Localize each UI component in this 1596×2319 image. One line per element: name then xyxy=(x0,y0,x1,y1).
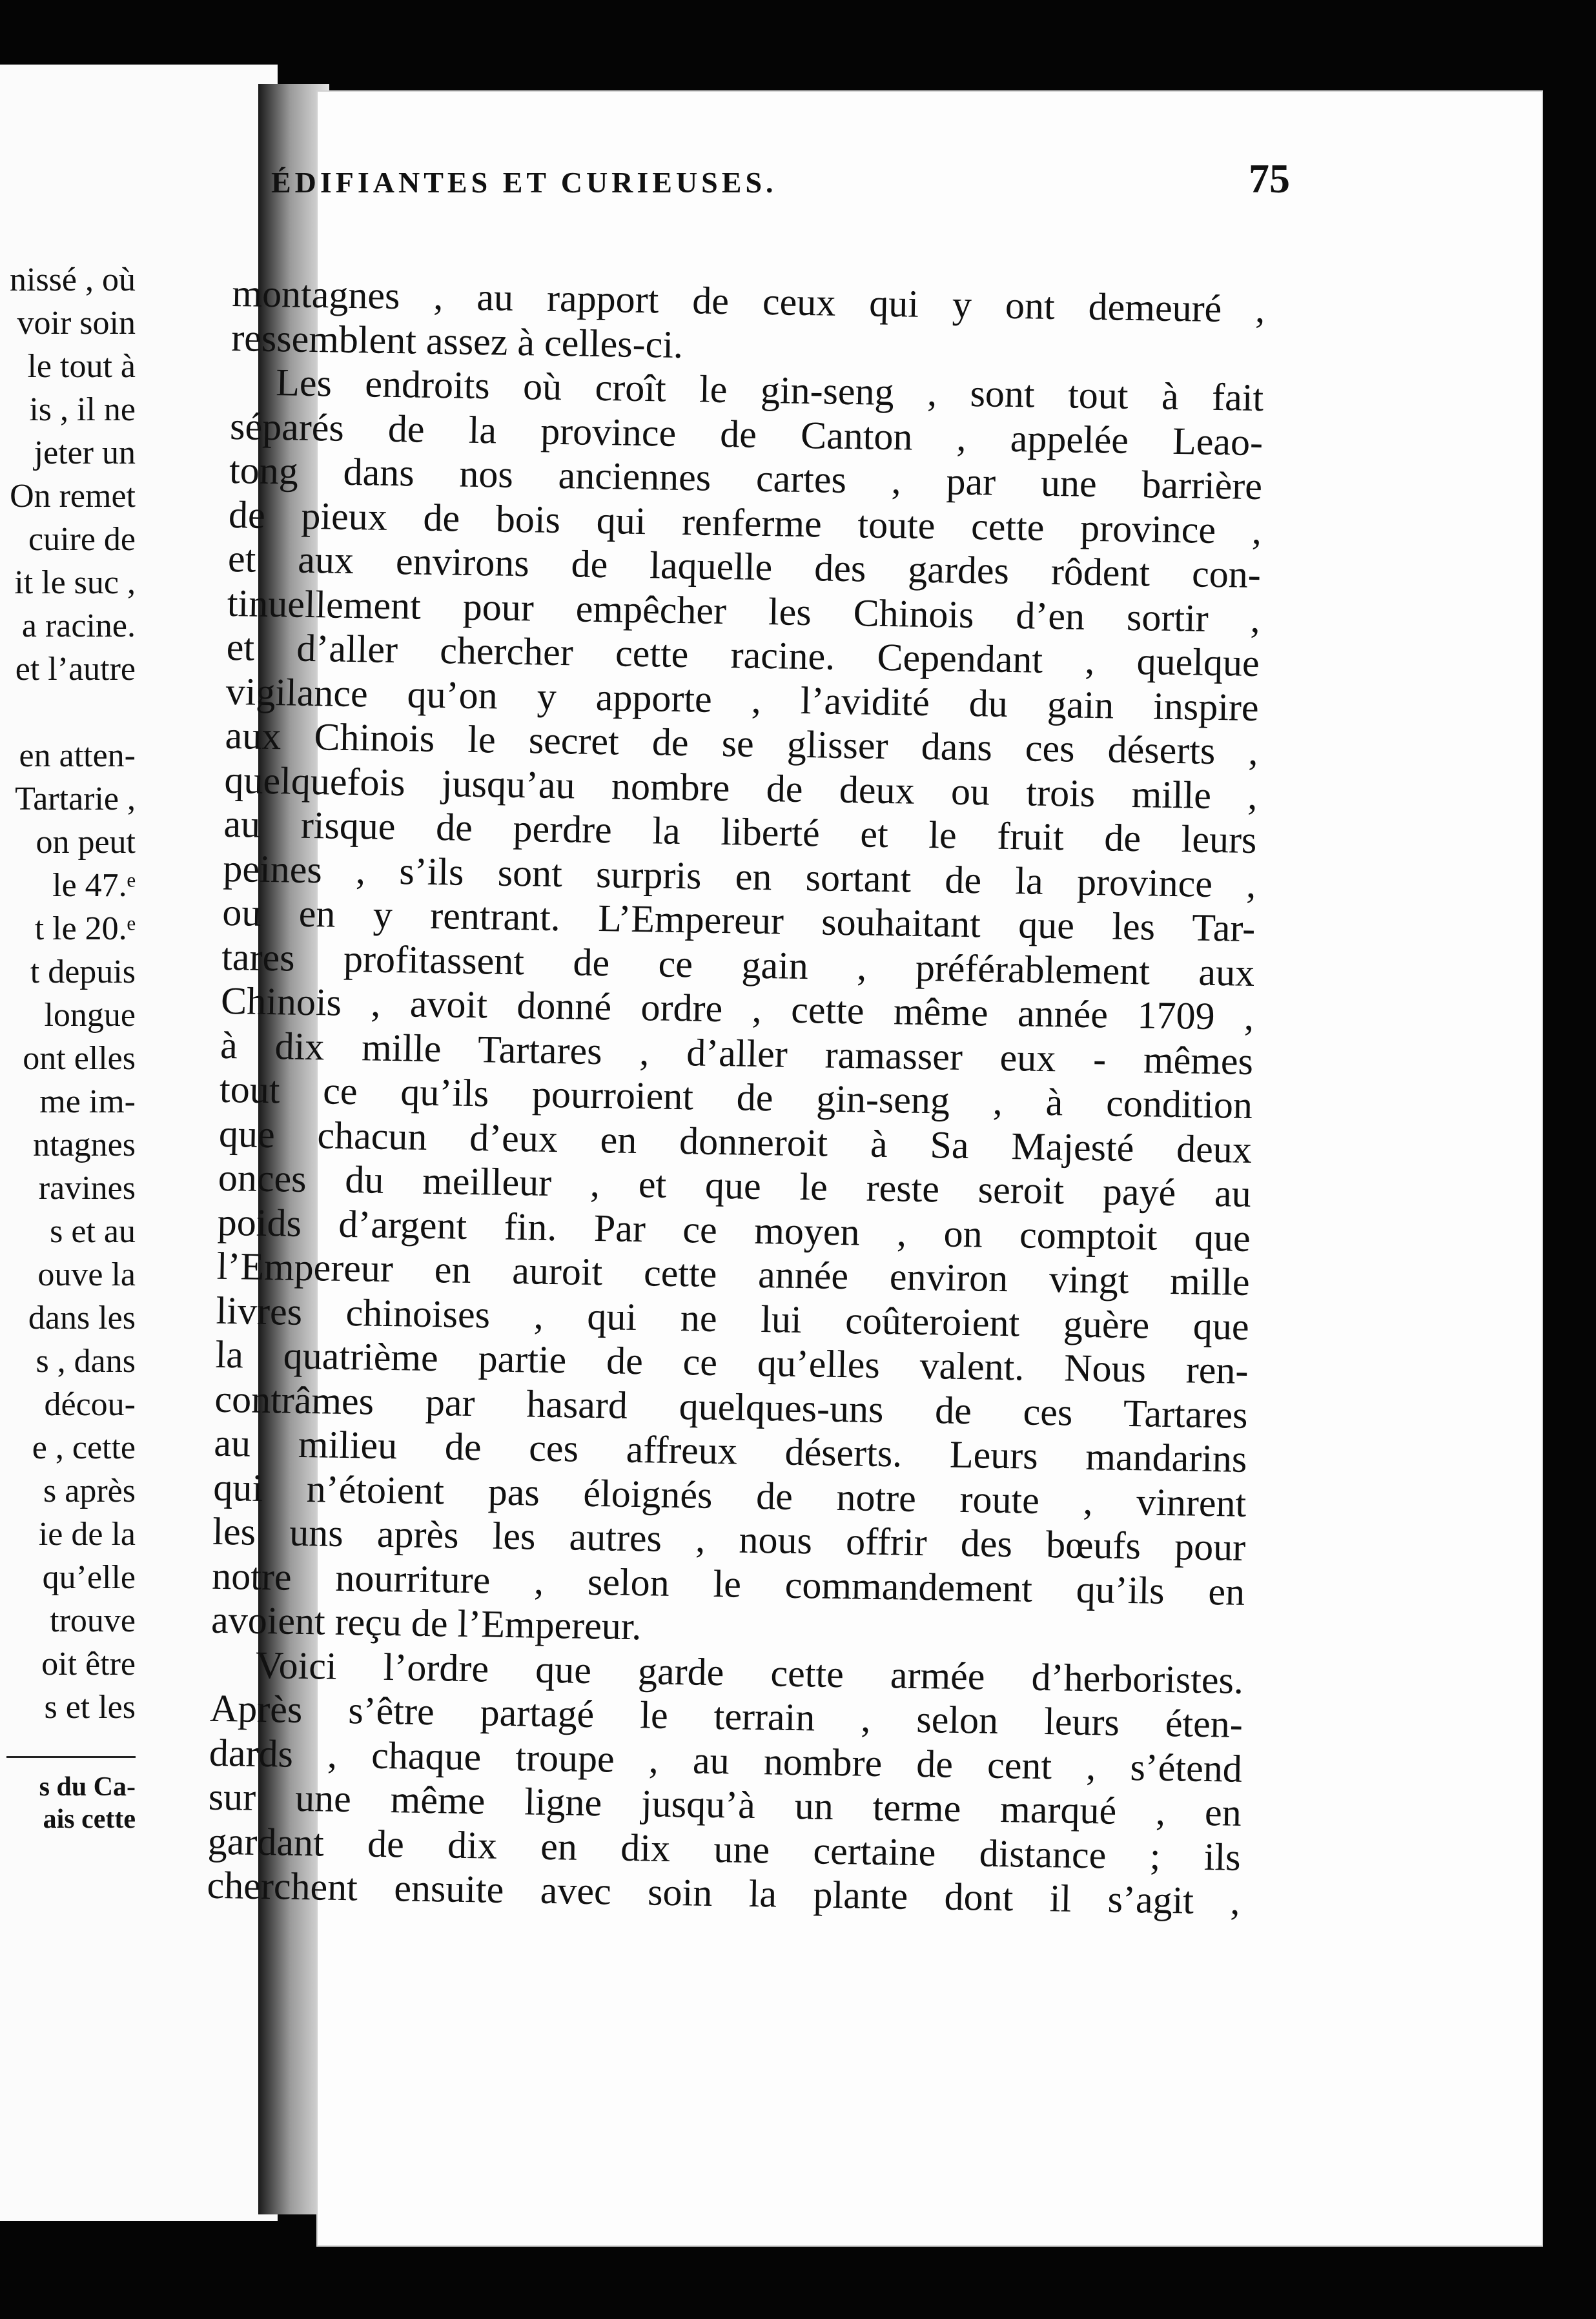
text-line: et l’autre xyxy=(15,651,136,688)
text-line: l’Empereur en auroit cette année environ vingt mille xyxy=(216,1244,1251,1303)
left-page-footnotes xyxy=(6,1756,136,1835)
text-line: au risque de perdre la liberté et le fruit de leurs xyxy=(223,802,1257,862)
text-line: oit être xyxy=(41,1646,136,1682)
text-line: s après xyxy=(43,1473,136,1509)
text-line: tinuellement pour empêcher les Chinois d’en sortir , xyxy=(227,581,1261,640)
text-line: la quatrième partie de ce qu’elles valent. Nous ren- xyxy=(215,1333,1249,1392)
text-line: tong dans nos anciennes cartes , par une barrière xyxy=(229,448,1263,508)
text-line: le tout à xyxy=(27,348,136,385)
text-line: is , il ne xyxy=(29,391,136,428)
text-line: ont elles xyxy=(23,1040,136,1077)
text-line: ravines xyxy=(38,1170,136,1207)
text-line: ie de la xyxy=(38,1516,136,1553)
footnote-line: s du Ca- xyxy=(39,1772,136,1802)
text-line: avoient reçu de l’Empereur. xyxy=(210,1598,642,1648)
text-line: dans les xyxy=(28,1300,136,1336)
text-line: aux Chinois le secret de se glisser dans ces déserts , xyxy=(225,713,1259,773)
text-line: contrâmes par hasard quelques-uns de ces Tartares xyxy=(214,1377,1248,1436)
text-line: On remet xyxy=(10,478,136,515)
text-line: onces du meilleur , et que le reste seroit payé au xyxy=(218,1156,1252,1215)
text-line: qui n’étoient pas éloignés de notre route , vinrent xyxy=(212,1466,1247,1525)
text-line: livres chinoises , qui ne lui coûteroient guère que xyxy=(216,1289,1250,1348)
text-line: que chacun d’eux en donneroit à Sa Majesté deux xyxy=(218,1112,1253,1171)
text-line: Tartarie , xyxy=(15,781,136,817)
text-line: et aux environs de laquelle des gardes rôdent con- xyxy=(227,536,1262,597)
text-line: s et au xyxy=(50,1213,136,1250)
text-line: Voici l’ordre que garde cette armée d’herboristes. xyxy=(255,1643,1244,1702)
text-line: voir soin xyxy=(17,305,136,342)
text-line: ressemblent assez à celles-ci. xyxy=(230,316,684,366)
body-text xyxy=(207,271,1265,1923)
text-line: ou en y rentrant. L’Empereur souhaitant que les Tar- xyxy=(221,890,1256,950)
text-line: de pieux de bois qui renferme toute cette province , xyxy=(228,493,1262,552)
text-line: séparés de la province de Canton , appelée Leao- xyxy=(229,404,1264,464)
text-line: quelquefois jusqu’au nombre de deux ou trois mille , xyxy=(224,758,1258,817)
text-line: cherchent ensuite avec soin la plante dont il s’agit , xyxy=(207,1863,1241,1923)
text-line: Les endroits où croît le gin-seng , sont tout à fait xyxy=(275,361,1264,420)
text-line xyxy=(10,691,136,734)
text-line: cuire de xyxy=(28,521,136,558)
text-line: montagnes , au rapport de ceux qui y ont demeuré , xyxy=(231,271,1265,331)
text-line: Chinois , avoit donné ordre , cette même année 1709 , xyxy=(220,979,1254,1038)
text-line: me im- xyxy=(39,1083,136,1120)
text-line: dards , chaque troupe , au nombre de cent , s’étend xyxy=(209,1731,1243,1790)
page-number: 75 xyxy=(1249,156,1290,201)
text-line: ntagnes xyxy=(33,1127,136,1163)
text-line: qu’elle xyxy=(42,1559,136,1596)
text-line: les uns après les autres , nous offrir des bœufs pour xyxy=(212,1509,1246,1569)
text-line: e , cette xyxy=(32,1429,136,1466)
text-line: on peut xyxy=(36,824,136,861)
text-line: tout ce qu’ils pourroient de gin-seng , à condition xyxy=(219,1067,1253,1127)
text-line: t le 20.ᵉ xyxy=(34,910,136,947)
text-line: gardant de dix en dix une certaine distance ; ils xyxy=(207,1819,1242,1879)
left-page-text xyxy=(10,258,136,1729)
text-line: au milieu de ces affreux déserts. Leurs mandarins xyxy=(213,1421,1247,1480)
text-line: en atten- xyxy=(19,737,136,774)
text-line: s , dans xyxy=(36,1343,136,1380)
text-line: it le suc , xyxy=(14,564,136,601)
running-header xyxy=(271,155,1291,203)
text-line: poids d’argent fin. Par ce moyen , on comptoit que xyxy=(217,1200,1251,1260)
text-line: et d’aller chercher cette racine. Cependant , quelque xyxy=(226,625,1260,685)
footnote-line: ais cette xyxy=(43,1804,136,1834)
text-line: sur une même ligne jusqu’à un terme marqué , en xyxy=(208,1775,1242,1834)
text-line: ouve la xyxy=(37,1256,136,1293)
text-line: Après s’être partagé le terrain , selon leurs éten- xyxy=(209,1686,1243,1746)
text-line: le 47.ᵉ xyxy=(52,867,136,904)
text-line: décou- xyxy=(44,1386,136,1423)
text-line: longue xyxy=(44,997,136,1034)
text-line: notre nourriture , selon le commandement qu’ils en xyxy=(211,1554,1245,1613)
text-line: à dix mille Tartares , d’aller ramasser eux - mêmes xyxy=(220,1023,1254,1083)
text-line: s et les xyxy=(44,1689,136,1726)
text-line: t depuis xyxy=(30,954,136,990)
running-title: ÉDIFIANTES ET CURIEUSES. xyxy=(271,166,777,199)
text-line: jeter un xyxy=(34,434,136,471)
text-line: nissé , où xyxy=(10,261,136,298)
text-line: vigilance qu’on y apporte , l’avidité du gain inspire xyxy=(225,669,1260,729)
text-line: tares profitassent de ce gain , préférablement aux xyxy=(221,935,1255,994)
text-line: peines , s’ils sont surpris en sortant de la province , xyxy=(222,846,1256,906)
text-line: trouve xyxy=(50,1602,136,1639)
text-line: a racine. xyxy=(21,608,136,644)
